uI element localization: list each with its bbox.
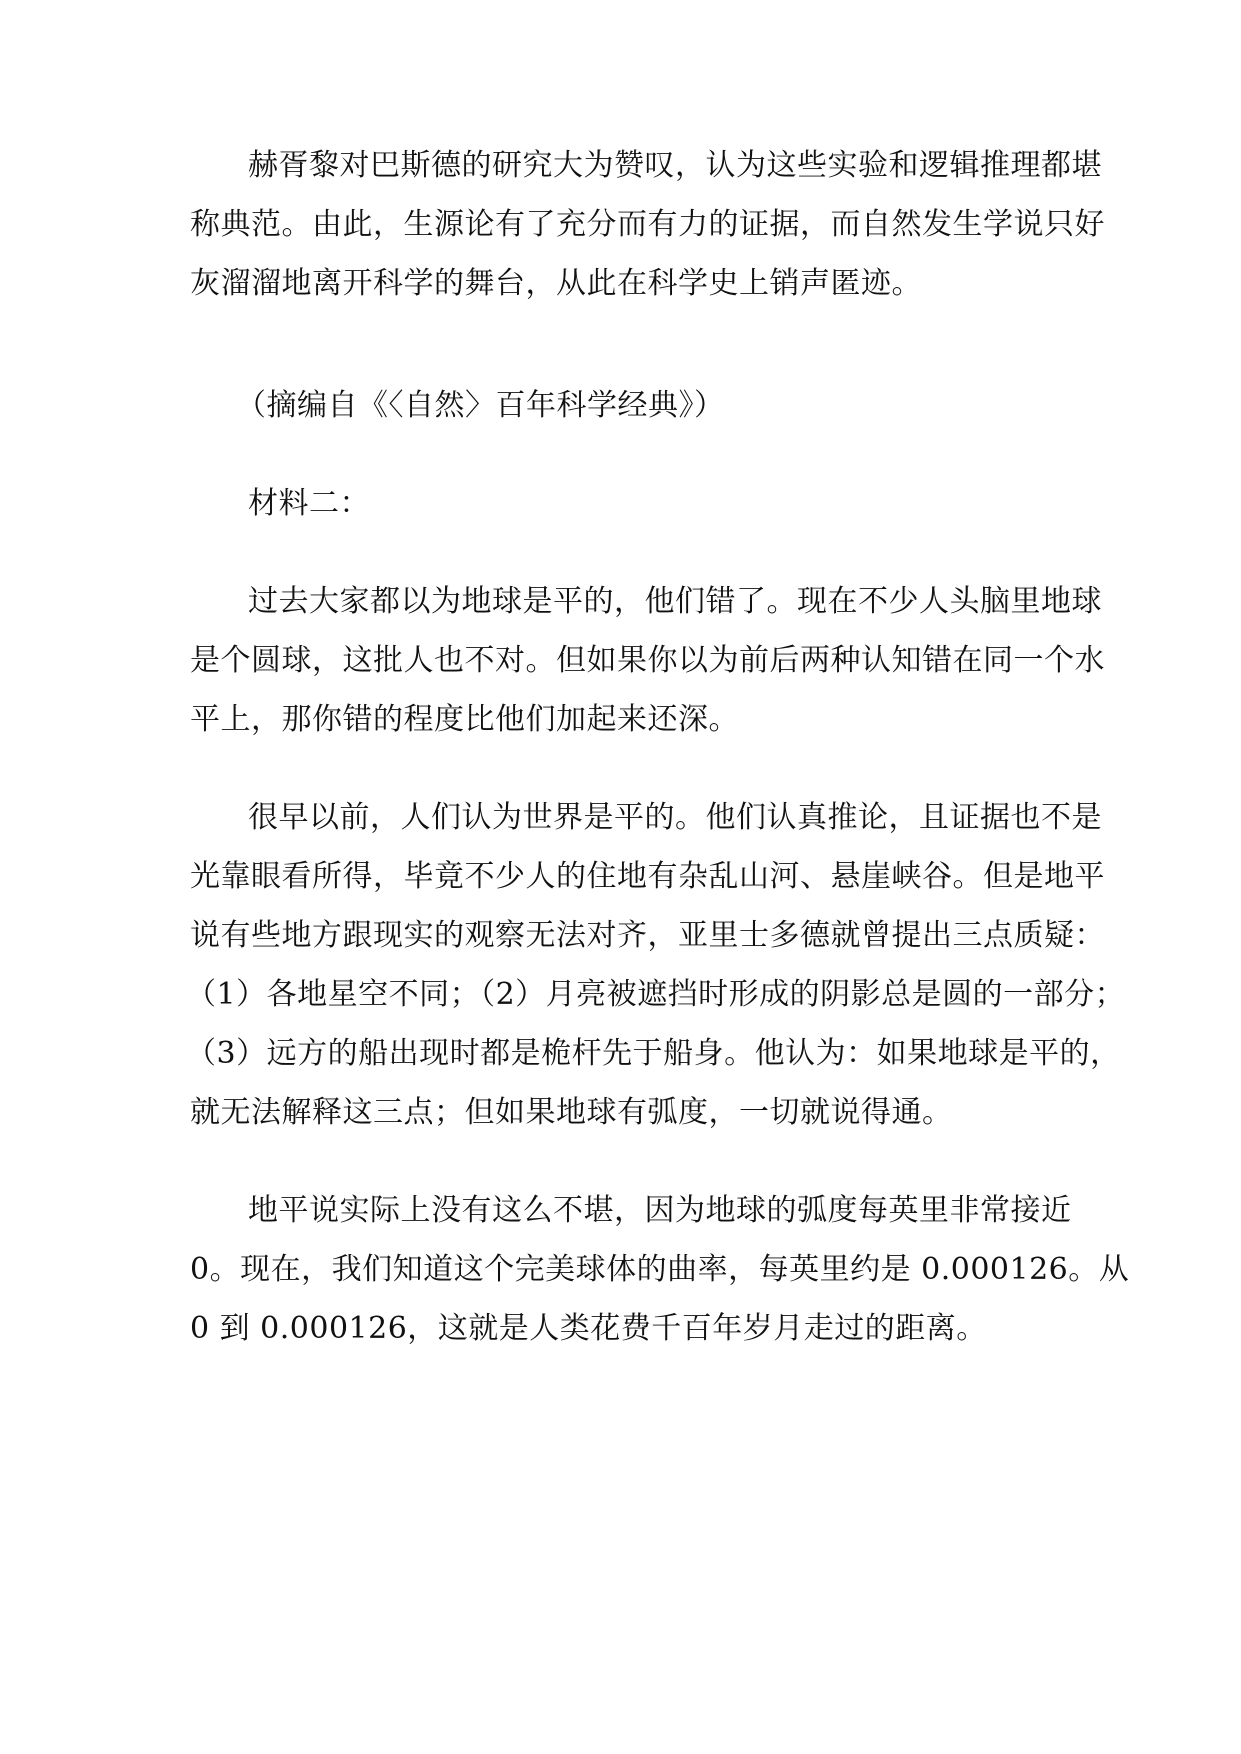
section-heading-material-two: 材料二： bbox=[248, 486, 370, 521]
paragraph-flat-earth-intro-line-1: 过去大家都以为地球是平的，他们错了。现在不少人头脑里地球 bbox=[248, 584, 1102, 619]
paragraph-huxley-praise-line-1: 赫胥黎对巴斯德的研究大为赞叹，认为这些实验和逻辑推理都堪 bbox=[248, 148, 1102, 183]
paragraph-curvature-line-3: 0 到 0.000126，这就是人类花费千百年岁月走过的距离。 bbox=[190, 1311, 987, 1346]
paragraph-aristotle-doubts-line-4: （1）各地星空不同；（2）月亮被遮挡时形成的阴影总是圆的一部分； bbox=[186, 977, 1126, 1012]
paragraph-aristotle-doubts-line-3: 说有些地方跟现实的观察无法对齐，亚里士多德就曾提出三点质疑： bbox=[190, 918, 1105, 953]
source-citation: （摘编自《〈自然〉百年科学经典》） bbox=[236, 388, 725, 423]
paragraph-flat-earth-intro-line-3: 平上，那你错的程度比他们加起来还深。 bbox=[190, 702, 739, 737]
paragraph-huxley-praise-line-2: 称典范。由此，生源论有了充分而有力的证据，而自然发生学说只好 bbox=[190, 207, 1105, 242]
paragraph-aristotle-doubts-line-5: （3）远方的船出现时都是桅杆先于船身。他认为：如果地球是平的， bbox=[186, 1036, 1121, 1071]
paragraph-huxley-praise-line-3: 灰溜溜地离开科学的舞台，从此在科学史上销声匿迹。 bbox=[190, 266, 922, 301]
paragraph-aristotle-doubts-line-1: 很早以前，人们认为世界是平的。他们认真推论，且证据也不是 bbox=[248, 800, 1102, 835]
paragraph-flat-earth-intro-line-2: 是个圆球，这批人也不对。但如果你以为前后两种认知错在同一个水 bbox=[190, 643, 1105, 678]
paragraph-curvature-line-2: 0。现在，我们知道这个完美球体的曲率，每英里约是 0.000126。从 bbox=[190, 1252, 1130, 1287]
paragraph-aristotle-doubts-line-6: 就无法解释这三点；但如果地球有弧度，一切就说得通。 bbox=[190, 1095, 953, 1130]
paragraph-curvature-line-1: 地平说实际上没有这么不堪，因为地球的弧度每英里非常接近 bbox=[248, 1193, 1072, 1228]
paragraph-aristotle-doubts-line-2: 光靠眼看所得，毕竟不少人的住地有杂乱山河、悬崖峡谷。但是地平 bbox=[190, 859, 1105, 894]
